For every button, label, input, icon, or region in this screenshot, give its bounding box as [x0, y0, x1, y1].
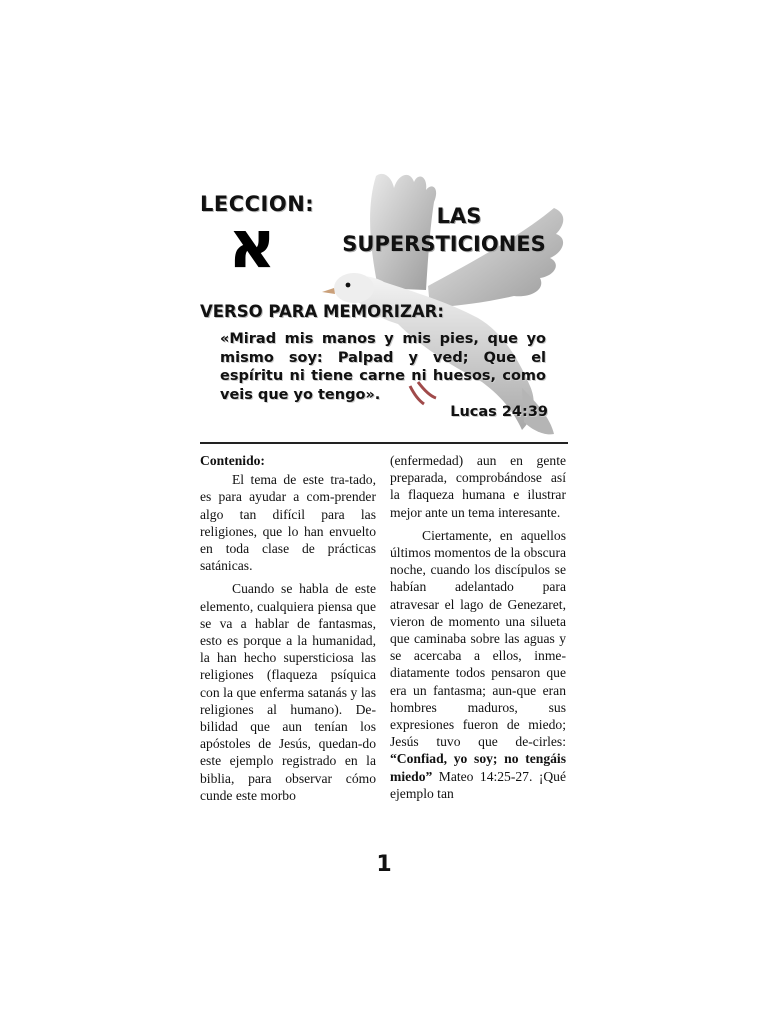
lesson-title — [324, 202, 564, 258]
lesson-header — [198, 168, 576, 440]
section-divider — [200, 442, 568, 444]
verse-reference: Lucas 24:39 — [450, 404, 548, 420]
title-line-2: SUPERSTICIONES — [342, 232, 546, 256]
bold-quote: “Confiad, yo soy; no tengáis miedo” — [390, 751, 566, 784]
paragraph-text: Ciertamente, en aquellos últimos momentos de la obscura noche, cuando los discípulos se habían adelantado para atravesar el lago de Genezaret, vieron de momento una silueta que caminaba sobre las aguas y se acercaba a ellos, inme-diatamente todos pensaron que era un fantasma; aun-que eran hombres maduros, sus expresiones fueron de miedo; Jesús tuvo que de-cirles: — [390, 527, 566, 750]
paragraph: El tema de este tra-tado, es para ayudar a com-prender algo tan difícil para las religiones, que lo han envuelto en toda clase de prácticas satánicas. — [200, 472, 376, 574]
memory-verse: «Mirad mis manos y mis pies, que yo mismo soy: Palpad y ved; Que el espíritu ni tiene carne ni huesos, como veis que yo tengo». — [220, 331, 546, 403]
lesson-letter: א — [228, 206, 277, 283]
paragraph-text: Mateo 14:25-27. ¡Qué ejemplo tan — [390, 768, 566, 801]
paragraph: Cuando se habla de este elemento, cualquiera piensa que se va a hablar de fantasmas, esto es porque a la humanidad, la han hecho supersticiosa las religiones (flaqueza psíquica con la que enferma satanás y las religiones al humano). De-bilidad que aun tenían los apóstoles de Jesús, quedan-do este ejemplo registrado en la biblia, para observar cómo cunde este morbo — [200, 581, 376, 803]
section-heading: Contenido: — [200, 453, 265, 468]
left-column — [200, 452, 376, 810]
title-line-1: LAS — [436, 204, 482, 228]
right-column — [390, 452, 566, 808]
page-number: 1 — [376, 852, 392, 877]
paragraph: (enfermedad) aun en gente preparada, comprobándose así la flaqueza humana e ilustrar mejor ante un tema interesante. — [390, 453, 566, 520]
lesson-label: LECCION: — [200, 192, 315, 216]
paragraph — [390, 527, 566, 802]
memorize-label: VERSO PARA MEMORIZAR: — [200, 302, 444, 321]
